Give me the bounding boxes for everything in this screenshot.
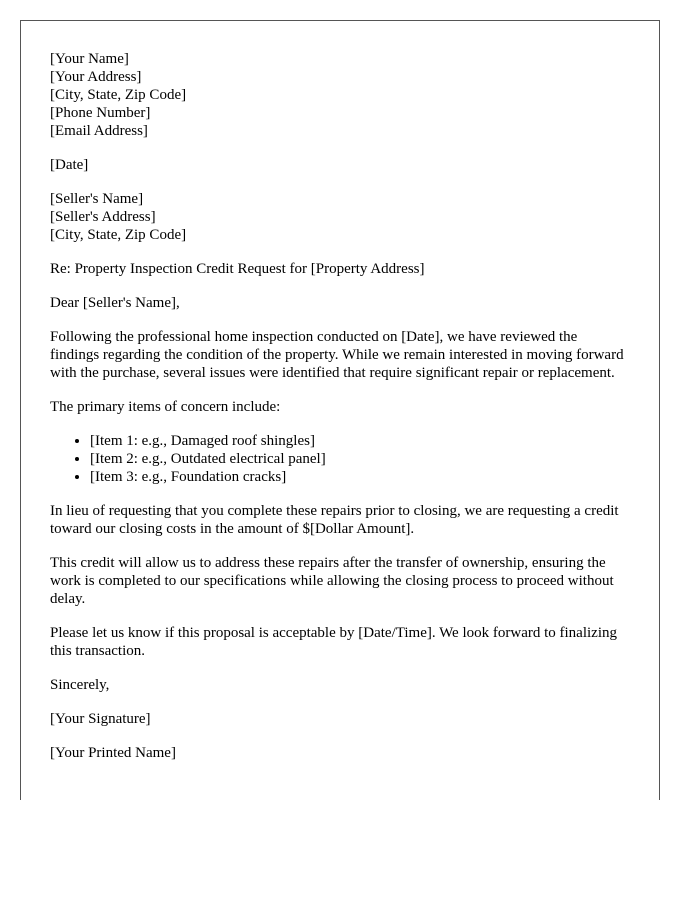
items-list — [50, 432, 630, 486]
salutation: Dear [Seller's Name], — [50, 295, 180, 311]
letter-page — [20, 20, 660, 800]
sender-address: [Your Address] — [50, 69, 142, 85]
subject-line: Re: Property Inspection Credit Request for [Property Address] — [50, 261, 425, 277]
items-intro: The primary items of concern include: — [50, 399, 281, 415]
body-paragraph-4: Please let us know if this proposal is acceptable by [Date/Time]. We look forward to finalizing this transaction. — [50, 625, 617, 659]
sender-block — [50, 50, 630, 140]
recipient-city-state-zip: [City, State, Zip Code] — [50, 227, 187, 243]
body-paragraph-3: This credit will allow us to address these repairs after the transfer of ownership, ensuring the work is completed to our specifications while allowing the closing process to proceed without delay. — [50, 555, 614, 607]
list-item: • [Item 2: e.g., Outdated electrical panel] — [90, 450, 630, 468]
list-item: • [Item 3: e.g., Foundation cracks] — [90, 468, 630, 486]
recipient-address: [Seller's Address] — [50, 209, 156, 225]
letter-content — [50, 50, 630, 778]
printed-name: [Your Printed Name] — [50, 745, 176, 761]
list-item: • [Item 1: e.g., Damaged roof shingles] — [90, 432, 630, 450]
letter-date: [Date] — [50, 157, 89, 173]
sender-email: [Email Address] — [50, 123, 148, 139]
signature-placeholder: [Your Signature] — [50, 711, 151, 727]
recipient-name: [Seller's Name] — [50, 191, 144, 207]
valediction: Sincerely, — [50, 677, 110, 693]
body-paragraph-1: Following the professional home inspection conducted on [Date], we have reviewed the findings regarding the condition of the property. While we remain interested in moving forward with the purchase, several issues were identified that require significant repair or replacement. — [50, 329, 624, 381]
sender-city-state-zip: [City, State, Zip Code] — [50, 87, 187, 103]
body-paragraph-2: In lieu of requesting that you complete these repairs prior to closing, we are requesting a credit toward our closing costs in the amount of $[Dollar Amount]. — [50, 503, 619, 537]
sender-phone: [Phone Number] — [50, 105, 151, 121]
sender-name: [Your Name] — [50, 51, 129, 67]
recipient-block — [50, 190, 630, 244]
